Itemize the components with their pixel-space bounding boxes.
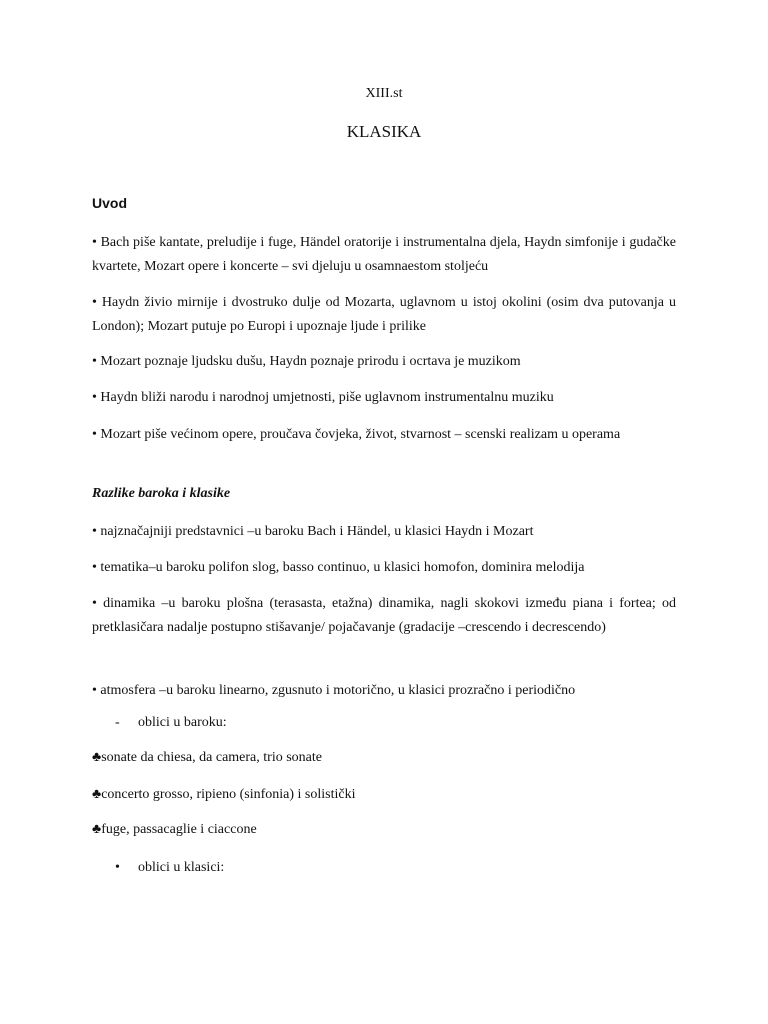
- razlike-item-1: • najznačajniji predstavnici –u baroku Bach i Händel, u klasici Haydn i Mozart: [92, 524, 534, 539]
- section-heading-razlike: Razlike baroka i klasike: [92, 486, 231, 501]
- page-title: KLASIKA: [346, 122, 422, 141]
- uvod-item-5: • Mozart piše većinom opere, proučava čovjeka, život, stvarnost – scenski realizam u operama: [92, 427, 621, 442]
- barok-form-item: ♣concerto grosso, ripieno (sinfonia) i solistički: [92, 787, 356, 802]
- century-label: XIII.st: [365, 86, 403, 101]
- razlike-item-2: • tematika–u baroku polifon slog, basso continuo, u klasici homofon, dominira melodija: [92, 560, 585, 575]
- uvod-item-1: • Bach piše kantate, preludije i fuge, Händel oratorije i instrumentalna djela, Haydn simfonije i gudačke kvartete, Mozart opere i koncerte – svi djeluju u osamnaestom stoljeću: [92, 235, 676, 274]
- barok-form-item: ♣fuge, passacaglie i ciaccone: [92, 822, 257, 837]
- barok-forms-label: oblici u baroku:: [138, 715, 227, 730]
- barok-list-marker: -: [115, 715, 120, 730]
- section-heading-uvod: Uvod: [92, 195, 127, 211]
- razlike-item-3: • dinamika –u baroku plošna (terasasta, etažna) dinamika, nagli skokovi između piana i fortea; od pretklasičara nadalje postupno stišavanje/ pojačavanje (gradacije –crescendo i decrescendo): [92, 596, 676, 635]
- razlike-item-4: • atmosfera –u baroku linearno, zgusnuto i motorično, u klasici prozračno i periodično: [92, 683, 576, 698]
- barok-form-item: ♣sonate da chiesa, da camera, trio sonate: [92, 750, 322, 765]
- uvod-item-3: • Mozart poznaje ljudsku dušu, Haydn poznaje prirodu i ocrtava je muzikom: [92, 354, 521, 369]
- klasika-forms-label: oblici u klasici:: [138, 860, 225, 875]
- uvod-item-2: • Haydn živio mirnije i dvostruko dulje od Mozarta, uglavnom u istoj okolini (osim dva putovanja u London); Mozart putuje po Europi i upoznaje ljude i prilike: [92, 295, 676, 334]
- uvod-item-4: • Haydn bliži narodu i narodnoj umjetnosti, piše uglavnom instrumentalnu muziku: [92, 390, 554, 405]
- klasika-list-marker: •: [115, 860, 120, 875]
